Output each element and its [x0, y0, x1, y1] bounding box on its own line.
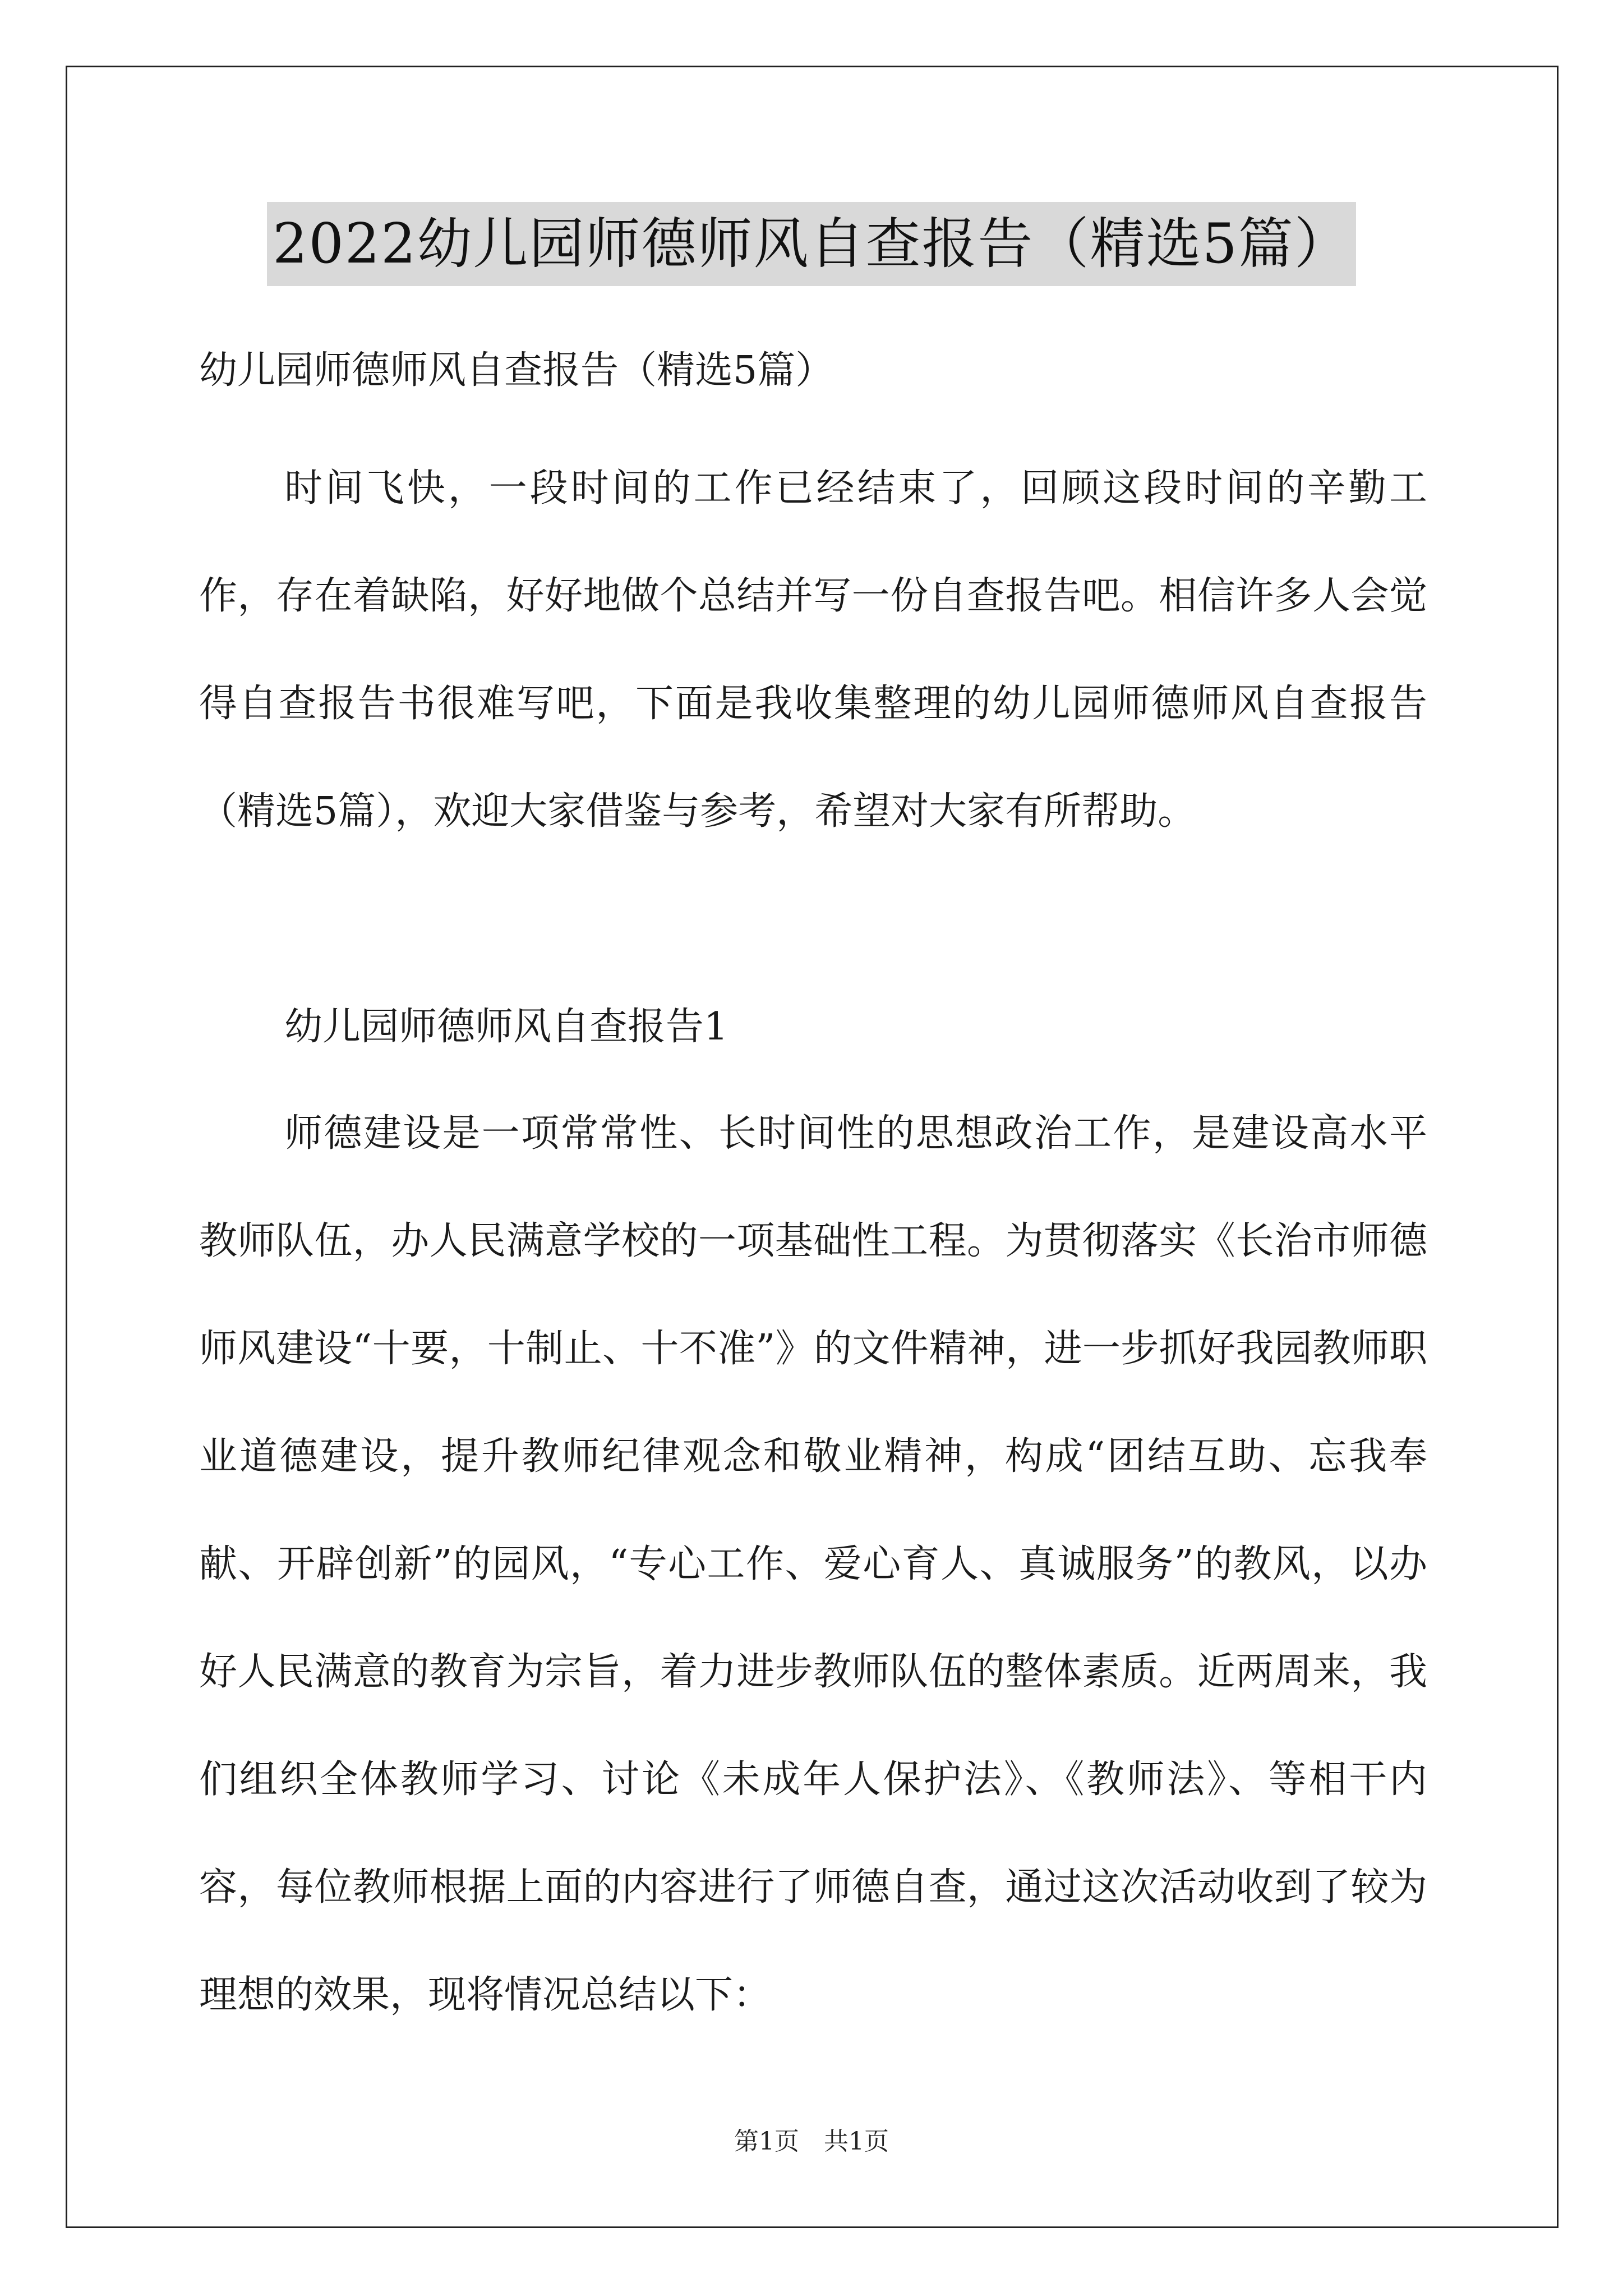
document-title: 2022幼儿园师德师风自查报告（精选5篇）	[267, 202, 1356, 286]
document-subtitle: 幼儿园师德师风自查报告（精选5篇）	[199, 348, 834, 393]
intro-paragraph: 时间飞快，一段时间的工作已经结束了，回顾这段时间的辛勤工作，存在着缺陷，好好地做个总结并写一份自查报告吧。相信许多人会觉得自查报告书很难写吧，下面是我收集整理的幼儿园师德师风自查报告（精选5篇），欢迎大家借鉴与参考，希望对大家有所帮助。	[199, 466, 1427, 834]
section-heading: 幼儿园师德师风自查报告1	[284, 1005, 728, 1049]
body-section	[199, 1080, 1427, 2049]
intro-section	[199, 435, 1427, 866]
body-paragraph: 师德建设是一项常常性、长时间性的思想政治工作，是建设高水平教师队伍，办人民满意学校的一项基础性工程。为贯彻落实《长治市师德师风建设“十要，十制止、十不准”》的文件精神，进一步抓好我园教师职业道德建设，提升教师纪律观念和敬业精神，构成“团结互助、忘我奉献、开辟创新”的园风，“专心工作、爱心育人、真诚服务”的教风，以办好人民满意的教育为宗旨，着力进步教师队伍的整体素质。近两周来，我们组织全体教师学习、讨论《未成年人保护法》、《教师法》、等相干内容，每位教师根据上面的内容进行了师德自查，通过这次活动收到了较为理想的效果，现将情况总结以下：	[199, 1111, 1427, 2017]
title-container	[0, 202, 1623, 286]
page-footer: 第1页 共1页	[734, 2127, 889, 2156]
